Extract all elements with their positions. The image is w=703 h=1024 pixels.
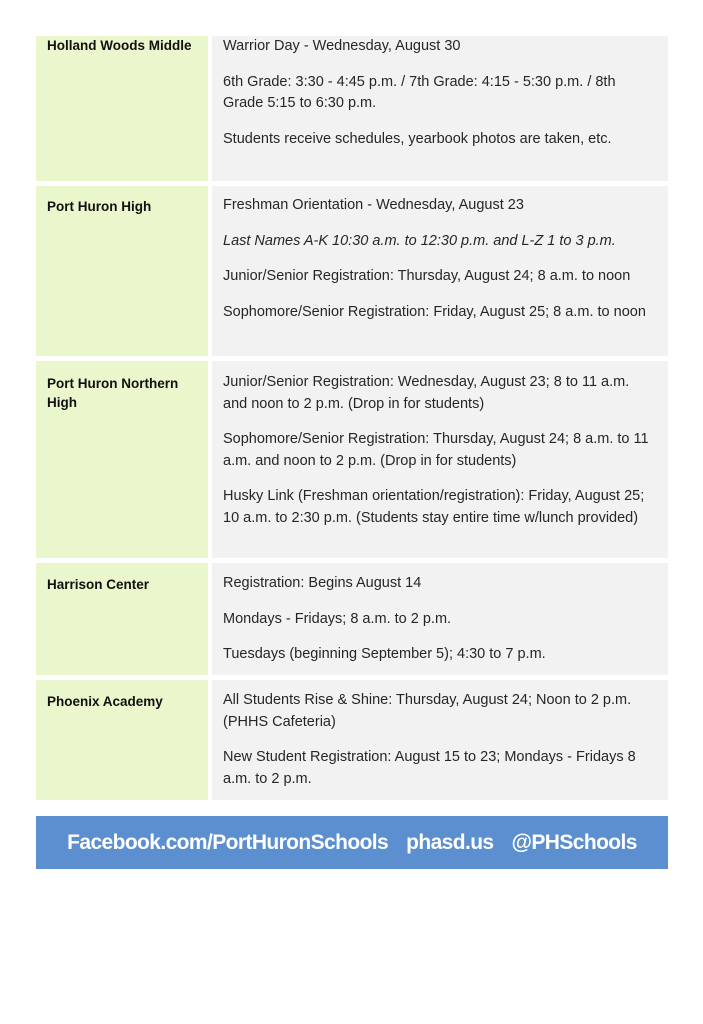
detail-line: New Student Registration: August 15 to 23; Mondays - Fridays 8 a.m. to 2 p.m. bbox=[223, 749, 636, 787]
table-row bbox=[36, 563, 668, 675]
facebook-link[interactable]: Facebook.com/PortHuronSchools bbox=[67, 830, 389, 854]
schedule-table bbox=[36, 36, 668, 800]
detail-line: All Students Rise & Shine: Thursday, August 24; Noon to 2 p.m. (PHHS Cafeteria) bbox=[223, 692, 632, 730]
school-details bbox=[212, 36, 668, 181]
school-details bbox=[212, 680, 668, 800]
school-details bbox=[212, 361, 668, 558]
social-handle-link[interactable]: @PHSchools bbox=[511, 830, 637, 854]
detail-line: Registration: Begins August 14 bbox=[223, 575, 422, 591]
detail-line: Husky Link (Freshman orientation/registration): Friday, August 25; 10 a.m. to 2:30 p.m. (Students stay entire time w/lunch provided) bbox=[223, 488, 645, 526]
detail-line: Junior/Senior Registration: Wednesday, August 23; 8 to 11 a.m. and noon to 2 p.m. (Drop in for students) bbox=[223, 374, 630, 412]
detail-line: Mondays - Fridays; 8 a.m. to 2 p.m. bbox=[223, 610, 452, 627]
detail-line: 6th Grade: 3:30 - 4:45 p.m. / 7th Grade: 4:15 - 5:30 p.m. / 8th Grade 5:15 to 6:30 p.m. bbox=[223, 73, 616, 111]
detail-line: Freshman Orientation - Wednesday, August 23 bbox=[223, 197, 524, 213]
school-details bbox=[212, 186, 668, 356]
school-name: Phoenix Academy bbox=[36, 680, 208, 800]
school-name: Holland Woods Middle bbox=[36, 36, 208, 181]
detail-line-italic: Last Names A-K 10:30 a.m. to 12:30 p.m. and L-Z 1 to 3 p.m. bbox=[223, 232, 616, 249]
detail-line: Junior/Senior Registration: Thursday, August 24; 8 a.m. to noon bbox=[223, 268, 631, 284]
school-name: Harrison Center bbox=[36, 563, 208, 675]
detail-line: Sophomore/Senior Registration: Thursday, August 24; 8 a.m. to 11 a.m. and noon to 2 p.m. (Drop in for students) bbox=[223, 431, 649, 469]
school-name: Port Huron High bbox=[36, 186, 208, 356]
detail-line: Sophomore/Senior Registration: Friday, August 25; 8 a.m. to noon bbox=[223, 303, 646, 320]
detail-line: Students receive schedules, yearbook photos are taken, etc. bbox=[223, 130, 612, 147]
school-name: Port Huron Northern High bbox=[36, 361, 208, 558]
school-details bbox=[212, 563, 668, 675]
table-row bbox=[36, 680, 668, 800]
table-row bbox=[36, 361, 668, 558]
table-row bbox=[36, 36, 668, 181]
detail-line: Warrior Day - Wednesday, August 30 bbox=[223, 38, 461, 54]
website-link[interactable]: phasd.us bbox=[406, 830, 494, 854]
detail-line: Tuesdays (beginning September 5); 4:30 to 7 p.m. bbox=[223, 646, 546, 662]
table-row bbox=[36, 186, 668, 356]
footer-banner bbox=[36, 816, 668, 869]
